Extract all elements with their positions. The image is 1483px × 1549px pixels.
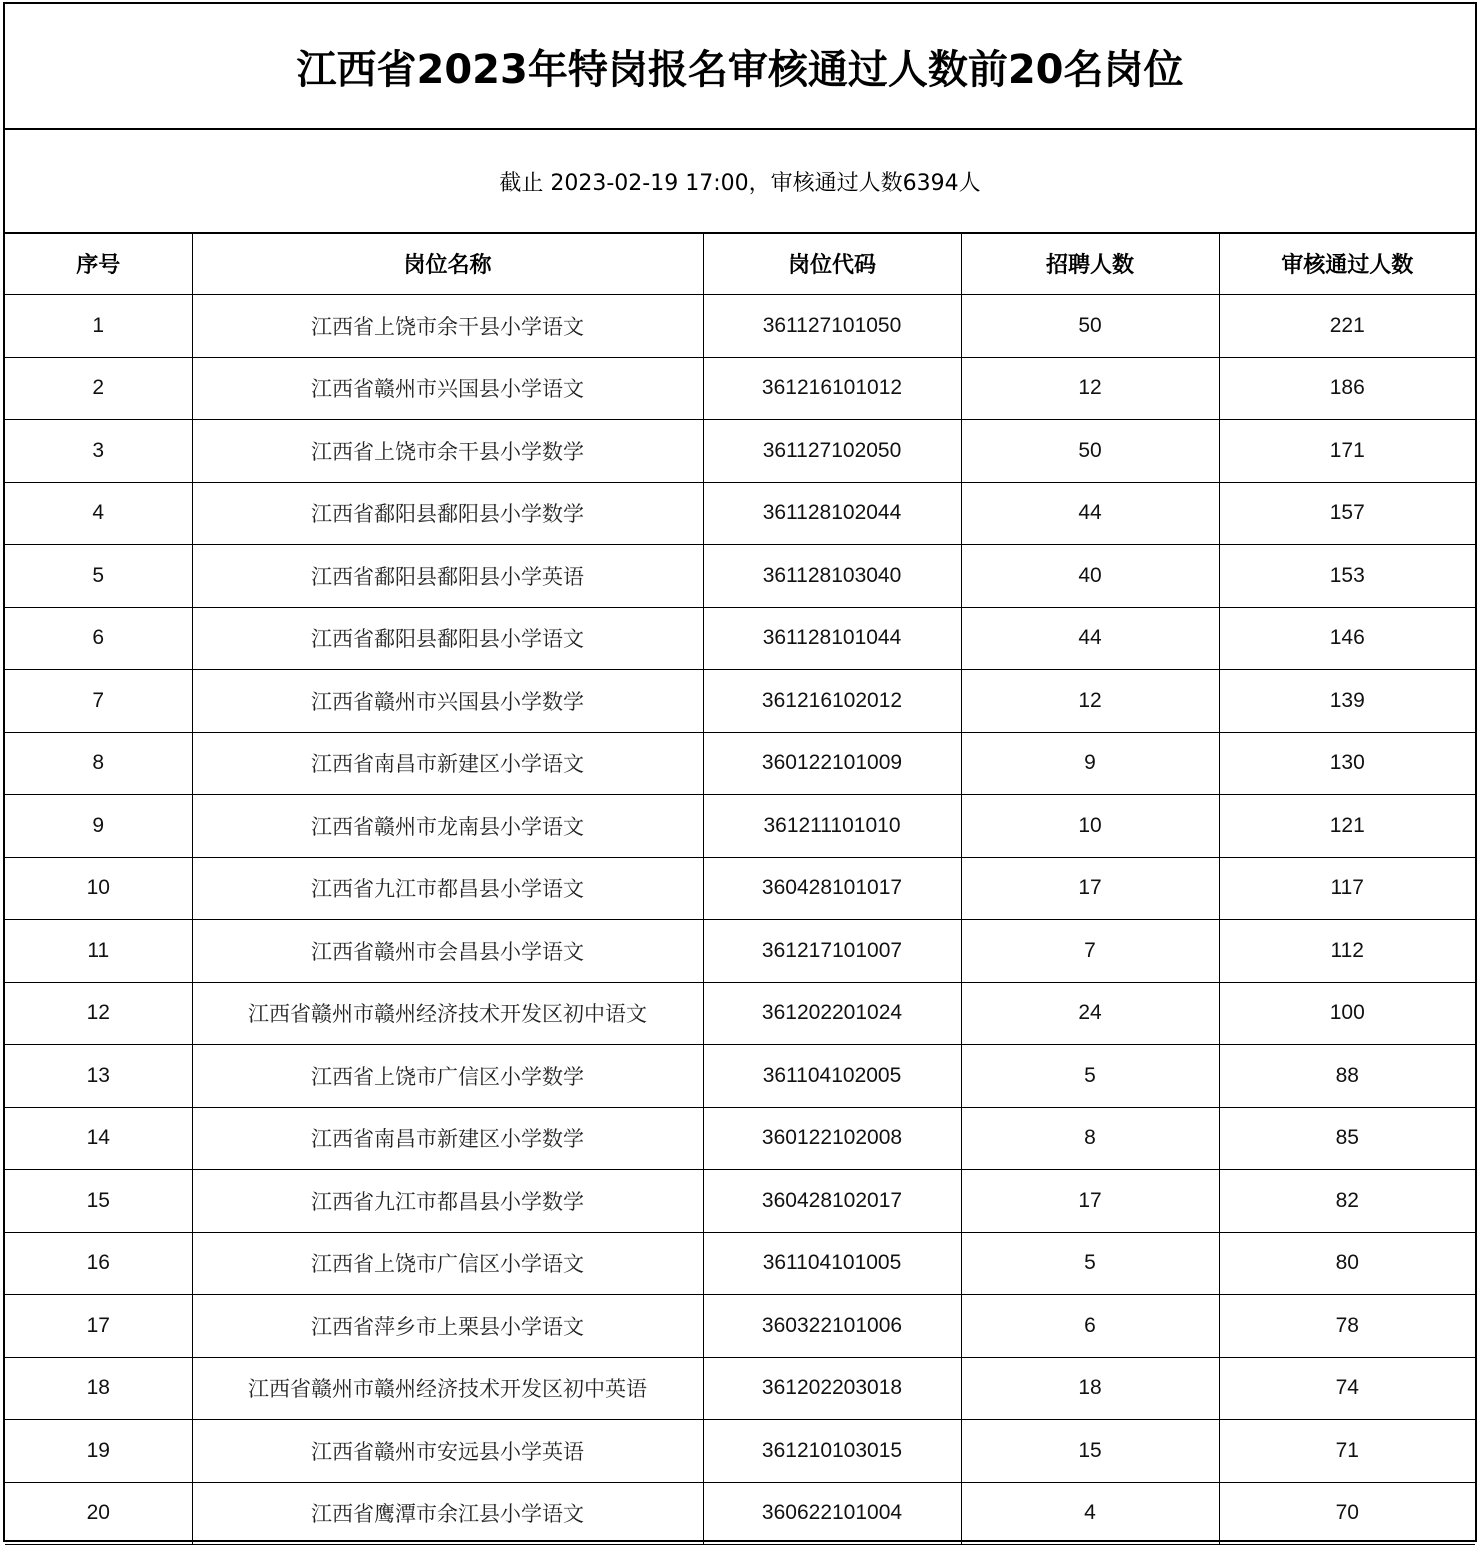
- position-code: 361104101005: [703, 1232, 961, 1295]
- row-index: 9: [5, 795, 192, 858]
- table-row: [5, 482, 1475, 545]
- position-code: 361128101044: [703, 607, 961, 670]
- recruit-count: 40: [961, 545, 1219, 608]
- header-position-name: 岗位名称: [192, 232, 703, 295]
- recruit-count: 44: [961, 607, 1219, 670]
- document-subtitle: 截止 2023-02-19 17:00，审核通过人数6394人: [5, 130, 1475, 234]
- table-row: [5, 607, 1475, 670]
- approved-count: 74: [1219, 1357, 1475, 1420]
- table-header-row: [5, 232, 1475, 295]
- position-code: 361202201024: [703, 982, 961, 1045]
- recruit-count: 8: [961, 1107, 1219, 1170]
- table-row: [5, 982, 1475, 1045]
- recruit-count: 18: [961, 1357, 1219, 1420]
- table-row: [5, 295, 1475, 358]
- position-name: 江西省上饶市余干县小学语文: [192, 295, 703, 358]
- approved-count: 130: [1219, 732, 1475, 795]
- recruit-count: 12: [961, 357, 1219, 420]
- position-name: 江西省九江市都昌县小学语文: [192, 857, 703, 920]
- position-name: 江西省鄱阳县鄱阳县小学语文: [192, 607, 703, 670]
- position-code: 361104102005: [703, 1045, 961, 1108]
- recruit-count: 5: [961, 1045, 1219, 1108]
- row-index: 10: [5, 857, 192, 920]
- approved-count: 153: [1219, 545, 1475, 608]
- position-code: 361216102012: [703, 670, 961, 733]
- position-name: 江西省南昌市新建区小学数学: [192, 1107, 703, 1170]
- recruit-count: 10: [961, 795, 1219, 858]
- header-position-code: 岗位代码: [703, 232, 961, 295]
- position-code: 360322101006: [703, 1295, 961, 1358]
- recruit-count: 15: [961, 1420, 1219, 1483]
- position-name: 江西省鹰潭市余江县小学语文: [192, 1482, 703, 1545]
- recruit-count: 4: [961, 1482, 1219, 1545]
- table-row: [5, 670, 1475, 733]
- table-row: [5, 1357, 1475, 1420]
- document-title: 江西省2023年特岗报名审核通过人数前20名岗位: [5, 4, 1475, 130]
- table-row: [5, 357, 1475, 420]
- row-index: 1: [5, 295, 192, 358]
- row-index: 4: [5, 482, 192, 545]
- position-code: 360122102008: [703, 1107, 961, 1170]
- position-code: 361128103040: [703, 545, 961, 608]
- approved-count: 78: [1219, 1295, 1475, 1358]
- approved-count: 85: [1219, 1107, 1475, 1170]
- recruit-count: 50: [961, 295, 1219, 358]
- table-row: [5, 1107, 1475, 1170]
- approved-count: 112: [1219, 920, 1475, 983]
- row-index: 17: [5, 1295, 192, 1358]
- position-name: 江西省赣州市会昌县小学语文: [192, 920, 703, 983]
- approved-count: 186: [1219, 357, 1475, 420]
- document-sheet: [3, 2, 1477, 1542]
- row-index: 2: [5, 357, 192, 420]
- position-name: 江西省萍乡市上栗县小学语文: [192, 1295, 703, 1358]
- row-index: 16: [5, 1232, 192, 1295]
- recruit-count: 6: [961, 1295, 1219, 1358]
- position-name: 江西省上饶市广信区小学语文: [192, 1232, 703, 1295]
- approved-count: 171: [1219, 420, 1475, 483]
- position-name: 江西省赣州市赣州经济技术开发区初中英语: [192, 1357, 703, 1420]
- table-body: [5, 295, 1475, 1545]
- recruit-count: 50: [961, 420, 1219, 483]
- approved-count: 88: [1219, 1045, 1475, 1108]
- recruit-count: 12: [961, 670, 1219, 733]
- row-index: 12: [5, 982, 192, 1045]
- row-index: 11: [5, 920, 192, 983]
- position-code: 361210103015: [703, 1420, 961, 1483]
- position-name: 江西省赣州市龙南县小学语文: [192, 795, 703, 858]
- approved-count: 71: [1219, 1420, 1475, 1483]
- position-name: 江西省南昌市新建区小学语文: [192, 732, 703, 795]
- position-name: 江西省鄱阳县鄱阳县小学英语: [192, 545, 703, 608]
- table-row: [5, 1045, 1475, 1108]
- table-row: [5, 732, 1475, 795]
- position-code: 360428102017: [703, 1170, 961, 1233]
- row-index: 18: [5, 1357, 192, 1420]
- position-name: 江西省赣州市赣州经济技术开发区初中语文: [192, 982, 703, 1045]
- position-name: 江西省上饶市广信区小学数学: [192, 1045, 703, 1108]
- recruit-count: 5: [961, 1232, 1219, 1295]
- approved-count: 117: [1219, 857, 1475, 920]
- recruit-count: 17: [961, 857, 1219, 920]
- table-row: [5, 545, 1475, 608]
- approved-count: 80: [1219, 1232, 1475, 1295]
- table-row: [5, 420, 1475, 483]
- header-approved-count: 审核通过人数: [1219, 232, 1475, 295]
- row-index: 8: [5, 732, 192, 795]
- position-code: 360428101017: [703, 857, 961, 920]
- table-row: [5, 1170, 1475, 1233]
- recruit-count: 17: [961, 1170, 1219, 1233]
- approved-count: 139: [1219, 670, 1475, 733]
- table-row: [5, 857, 1475, 920]
- position-code: 361216101012: [703, 357, 961, 420]
- recruit-count: 9: [961, 732, 1219, 795]
- row-index: 5: [5, 545, 192, 608]
- row-index: 6: [5, 607, 192, 670]
- header-recruit-count: 招聘人数: [961, 232, 1219, 295]
- position-name: 江西省赣州市兴国县小学数学: [192, 670, 703, 733]
- position-code: 361128102044: [703, 482, 961, 545]
- position-code: 361211101010: [703, 795, 961, 858]
- row-index: 20: [5, 1482, 192, 1545]
- approved-count: 221: [1219, 295, 1475, 358]
- recruit-count: 24: [961, 982, 1219, 1045]
- approved-count: 82: [1219, 1170, 1475, 1233]
- table-row: [5, 920, 1475, 983]
- position-name: 江西省九江市都昌县小学数学: [192, 1170, 703, 1233]
- table-row: [5, 1232, 1475, 1295]
- approved-count: 146: [1219, 607, 1475, 670]
- position-code: 361217101007: [703, 920, 961, 983]
- approved-count: 70: [1219, 1482, 1475, 1545]
- approved-count: 157: [1219, 482, 1475, 545]
- position-code: 361127102050: [703, 420, 961, 483]
- row-index: 19: [5, 1420, 192, 1483]
- position-code: 360622101004: [703, 1482, 961, 1545]
- table-row: [5, 795, 1475, 858]
- row-index: 14: [5, 1107, 192, 1170]
- approved-count: 121: [1219, 795, 1475, 858]
- ranking-table: [5, 232, 1475, 1545]
- position-name: 江西省赣州市兴国县小学语文: [192, 357, 703, 420]
- position-name: 江西省上饶市余干县小学数学: [192, 420, 703, 483]
- row-index: 7: [5, 670, 192, 733]
- recruit-count: 7: [961, 920, 1219, 983]
- recruit-count: 44: [961, 482, 1219, 545]
- row-index: 13: [5, 1045, 192, 1108]
- row-index: 15: [5, 1170, 192, 1233]
- table-row: [5, 1295, 1475, 1358]
- position-name: 江西省赣州市安远县小学英语: [192, 1420, 703, 1483]
- position-name: 江西省鄱阳县鄱阳县小学数学: [192, 482, 703, 545]
- position-code: 361202203018: [703, 1357, 961, 1420]
- header-index: 序号: [5, 232, 192, 295]
- row-index: 3: [5, 420, 192, 483]
- table-row: [5, 1482, 1475, 1545]
- position-code: 360122101009: [703, 732, 961, 795]
- position-code: 361127101050: [703, 295, 961, 358]
- approved-count: 100: [1219, 982, 1475, 1045]
- table-row: [5, 1420, 1475, 1483]
